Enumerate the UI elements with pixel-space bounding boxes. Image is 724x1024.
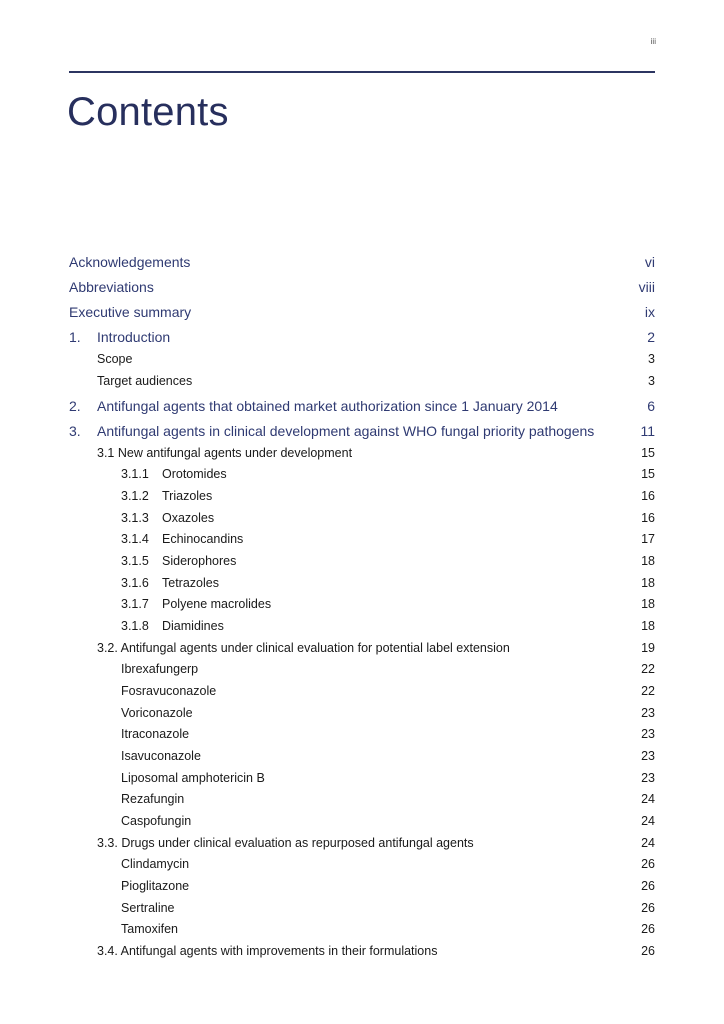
toc-number: 3.1.8 [121, 619, 149, 633]
toc-entry-itraconazole[interactable] [121, 727, 655, 741]
toc-page: 6 [647, 398, 655, 414]
toc-entry-introduction[interactable] [69, 329, 655, 345]
toc-number: 3.1.6 [121, 576, 149, 590]
toc-entry-3-1[interactable] [97, 446, 655, 460]
toc-entry-fosravuconazole[interactable] [121, 684, 655, 698]
toc-number: 3.1.4 [121, 532, 149, 546]
toc-page: 23 [641, 706, 655, 720]
toc-page: 23 [641, 727, 655, 741]
toc-entry-scope[interactable] [97, 352, 655, 366]
toc-label: Voriconazole [121, 706, 193, 720]
toc-label: Diamidines [162, 619, 224, 633]
toc-label: Triazoles [162, 489, 213, 503]
toc-page: vi [644, 254, 655, 270]
toc-entry-3-1-3[interactable] [121, 511, 655, 525]
toc-page: 16 [641, 511, 655, 525]
toc-label: Fosravuconazole [121, 684, 217, 698]
toc-label: 3.4. Antifungal agents with improvements in their formulations [97, 944, 438, 958]
toc-entry-3-1-7[interactable] [121, 597, 655, 611]
toc-entry-market-authorization[interactable] [69, 398, 655, 414]
toc-entry-caspofungin[interactable] [121, 814, 655, 828]
toc-entry-pioglitazone[interactable] [121, 879, 655, 893]
toc-page: 18 [641, 554, 655, 568]
toc-label: 3.3. Drugs under clinical evaluation as repurposed antifungal agents [97, 836, 474, 850]
toc-page: 24 [641, 792, 655, 806]
toc-number: 3.1.5 [121, 554, 149, 568]
toc-entry-3-1-1[interactable] [121, 467, 655, 481]
toc-entry-3-3[interactable] [97, 836, 655, 850]
toc-label: Target audiences [97, 374, 193, 388]
toc-page: 18 [641, 576, 655, 590]
toc-label: Oxazoles [162, 511, 215, 525]
toc-label: Sertraline [121, 901, 175, 915]
toc-entry-ibrexafungerp[interactable] [121, 662, 655, 676]
toc-page: 24 [641, 836, 655, 850]
toc-page: 3 [648, 352, 655, 366]
toc-entry-voriconazole[interactable] [121, 706, 655, 720]
toc-label: Introduction [97, 329, 171, 345]
toc-page: 22 [641, 684, 655, 698]
toc-number: 3.1.1 [121, 467, 149, 481]
toc-page: 26 [641, 857, 655, 871]
toc-page: 23 [641, 749, 655, 763]
toc-number: 3.1.2 [121, 489, 149, 503]
toc-label: Executive summary [69, 304, 192, 320]
toc-page: 18 [641, 597, 655, 611]
page-title: Contents [67, 90, 229, 134]
toc-number: 2. [69, 398, 81, 414]
toc-label: Echinocandins [162, 532, 244, 546]
toc-entry-tamoxifen[interactable] [121, 922, 655, 936]
toc-page: 11 [640, 423, 655, 439]
toc-label: 3.1 New antifungal agents under development [97, 446, 353, 460]
toc-page: 26 [641, 901, 655, 915]
toc-page: 26 [641, 944, 655, 958]
toc-label: Isavuconazole [121, 749, 201, 763]
toc-label: Antifungal agents in clinical development against WHO fungal priority pathogens [97, 423, 595, 439]
toc-entry-3-2[interactable] [97, 641, 655, 655]
toc-page: ix [644, 304, 655, 320]
toc-entry-3-1-2[interactable] [121, 489, 655, 503]
toc-page: 23 [641, 771, 655, 785]
toc-label: Ibrexafungerp [121, 662, 199, 676]
toc-label: Orotomides [162, 467, 227, 481]
toc-entry-acknowledgements[interactable] [69, 254, 655, 270]
toc-entry-liposomal-amphotericin-b[interactable] [121, 771, 655, 785]
toc-label: Tamoxifen [121, 922, 178, 936]
toc-entry-3-1-4[interactable] [121, 532, 655, 546]
toc-entry-sertraline[interactable] [121, 901, 655, 915]
toc-entry-clindamycin[interactable] [121, 857, 655, 871]
toc-label: Clindamycin [121, 857, 190, 871]
toc-number: 3. [69, 423, 81, 439]
toc-entry-clinical-development[interactable] [69, 423, 655, 439]
toc-label: Rezafungin [121, 792, 185, 806]
toc-page: 2 [647, 329, 655, 345]
toc-page: 15 [641, 467, 655, 481]
toc-label: Pioglitazone [121, 879, 190, 893]
toc-page: 26 [641, 879, 655, 893]
toc-label: Caspofungin [121, 814, 192, 828]
toc-entry-3-1-6[interactable] [121, 576, 655, 590]
toc-entry-rezafungin[interactable] [121, 792, 655, 806]
toc-number: 1. [69, 329, 81, 345]
toc-number: 3.1.7 [121, 597, 149, 611]
header-rule [69, 71, 655, 73]
toc-page: 18 [641, 619, 655, 633]
toc-entry-executive-summary[interactable] [69, 304, 655, 320]
toc-page: 15 [641, 446, 655, 460]
toc-label: Liposomal amphotericin B [121, 771, 265, 785]
toc-label: Antifungal agents that obtained market authorization since 1 January 2014 [97, 398, 558, 414]
toc-label: Acknowledgements [69, 254, 191, 270]
toc-entry-3-4[interactable] [97, 944, 655, 958]
toc-page: 19 [641, 641, 655, 655]
toc-page: viii [638, 279, 655, 295]
toc-entry-target-audiences[interactable] [97, 374, 655, 388]
toc-page: 16 [641, 489, 655, 503]
page-number: iii [650, 37, 656, 46]
toc-label: 3.2. Antifungal agents under clinical evaluation for potential label extension [97, 641, 510, 655]
toc-label: Scope [97, 352, 133, 366]
toc-entry-isavuconazole[interactable] [121, 749, 655, 763]
toc-label: Tetrazoles [162, 576, 219, 590]
toc-page: 17 [641, 532, 655, 546]
toc-entry-3-1-8[interactable] [121, 619, 655, 633]
toc-page: 3 [648, 374, 655, 388]
toc-page: 26 [641, 922, 655, 936]
toc-page: 22 [641, 662, 655, 676]
toc-label: Polyene macrolides [162, 597, 272, 611]
toc-label: Abbreviations [69, 279, 154, 295]
toc-label: Itraconazole [121, 727, 190, 741]
toc-page: 24 [641, 814, 655, 828]
toc-entry-abbreviations[interactable] [69, 279, 655, 295]
toc-entry-3-1-5[interactable] [121, 554, 655, 568]
toc-label: Siderophores [162, 554, 237, 568]
toc-number: 3.1.3 [121, 511, 149, 525]
